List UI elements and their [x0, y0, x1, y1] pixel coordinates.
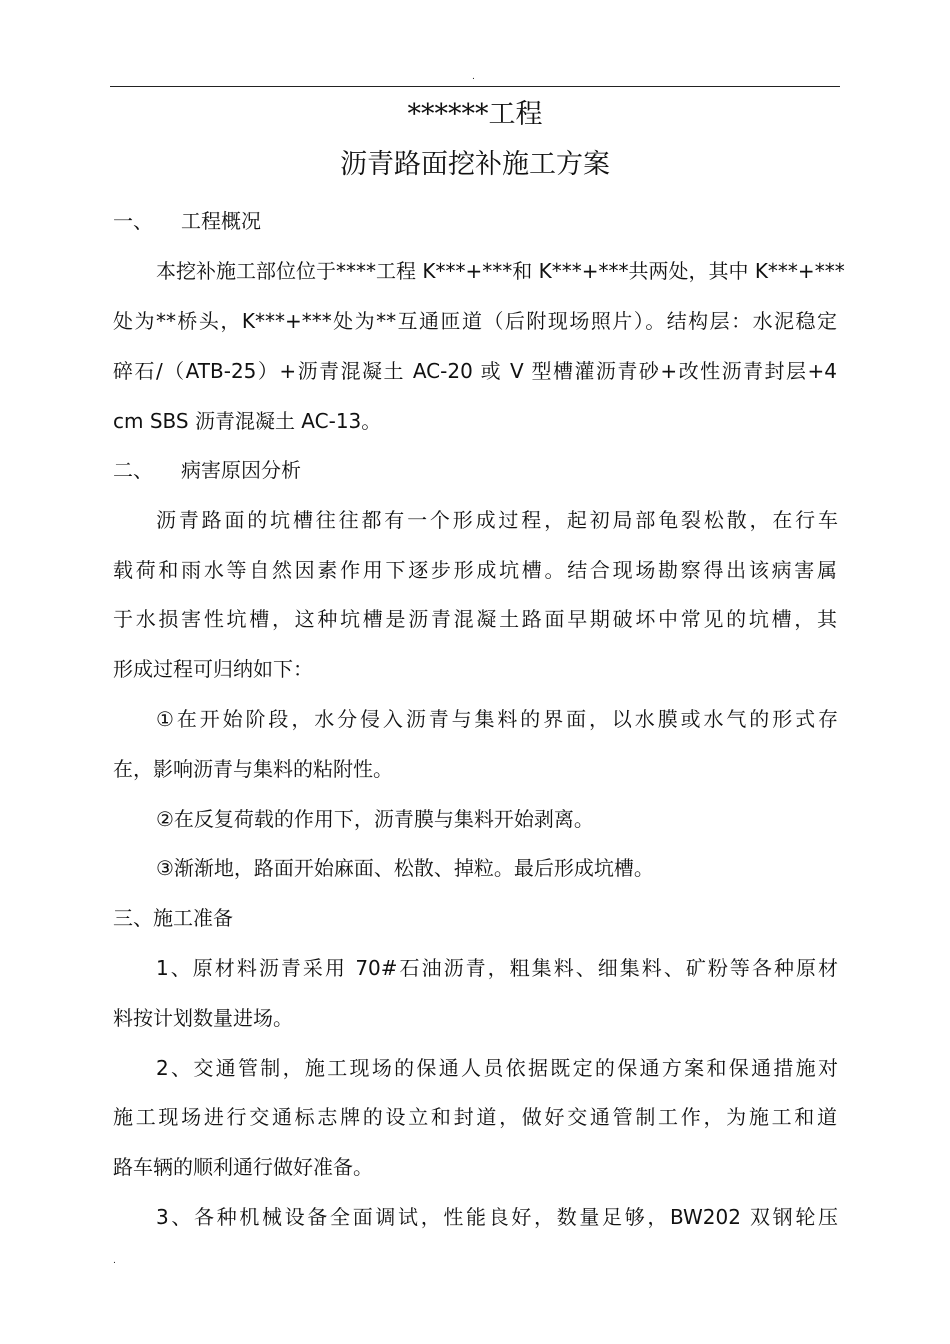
header-rule: [110, 86, 840, 87]
paragraph-line: 本挖补施工部位位于****工程 K***+***和 K***+***共两处，其中 K***+***: [156, 259, 845, 283]
section-heading-preparation: 三、施工准备: [113, 906, 233, 930]
paragraph-line: 载荷和雨水等自然因素作用下逐步形成坑槽。结合现场勘察得出该病害属: [113, 558, 837, 582]
paragraph-line: cm SBS 沥青混凝土 AC-13。: [113, 409, 382, 433]
section-number: 二、: [113, 458, 153, 482]
list-item-line: ①在开始阶段，水分侵入沥青与集料的界面，以水膜或水气的形式存: [156, 707, 838, 731]
paragraph-line: 碎石/（ATB-25）+沥青混凝土 AC-20 或 V 型槽灌沥青砂+改性沥青封层+4: [113, 359, 837, 383]
paragraph-line: 形成过程可归纳如下：: [113, 657, 313, 681]
paragraph-line: 施工现场进行交通标志牌的设立和封道，做好交通管制工作，为施工和道: [113, 1105, 837, 1129]
list-item-line: ②在反复荷载的作用下，沥青膜与集料开始剥离。: [156, 807, 594, 831]
footer-mark: .: [113, 1256, 116, 1266]
document-subtitle: 沥青路面挖补施工方案: [340, 149, 610, 180]
paragraph-line: 3、各种机械设备全面调试，性能良好，数量足够，BW202 双钢轮压: [156, 1205, 838, 1229]
paragraph-line: 1、原材料沥青采用 70#石油沥青，粗集料、细集料、矿粉等各种原材: [156, 956, 838, 980]
paragraph-line: 2、交通管制，施工现场的保通人员依据既定的保通方案和保通措施对: [156, 1056, 838, 1080]
paragraph-line: 沥青路面的坑槽往往都有一个形成过程，起初局部龟裂松散，在行车: [156, 508, 838, 532]
paragraph-line: 处为**桥头，K***+***处为**互通匝道（后附现场照片）。结构层：水泥稳定: [113, 309, 837, 333]
section-heading-overview: [113, 207, 261, 235]
section-title: 病害原因分析: [181, 458, 301, 482]
paragraph-line: 料按计划数量进场。: [113, 1006, 293, 1030]
header-mark: .: [472, 72, 475, 82]
section-number: 一、: [113, 209, 153, 233]
paragraph-line: 于水损害性坑槽，这种坑槽是沥青混凝土路面早期破坏中常见的坑槽，其: [113, 607, 837, 631]
paragraph-line: 路车辆的顺利通行做好准备。: [113, 1155, 373, 1179]
list-item-line: 在，影响沥青与集料的粘附性。: [113, 757, 393, 781]
section-heading-cause-analysis: [113, 456, 301, 484]
document-title: ******工程: [407, 99, 543, 130]
list-item-line: ③渐渐地，路面开始麻面、松散、掉粒。最后形成坑槽。: [156, 856, 654, 880]
section-title: 工程概况: [181, 209, 261, 233]
